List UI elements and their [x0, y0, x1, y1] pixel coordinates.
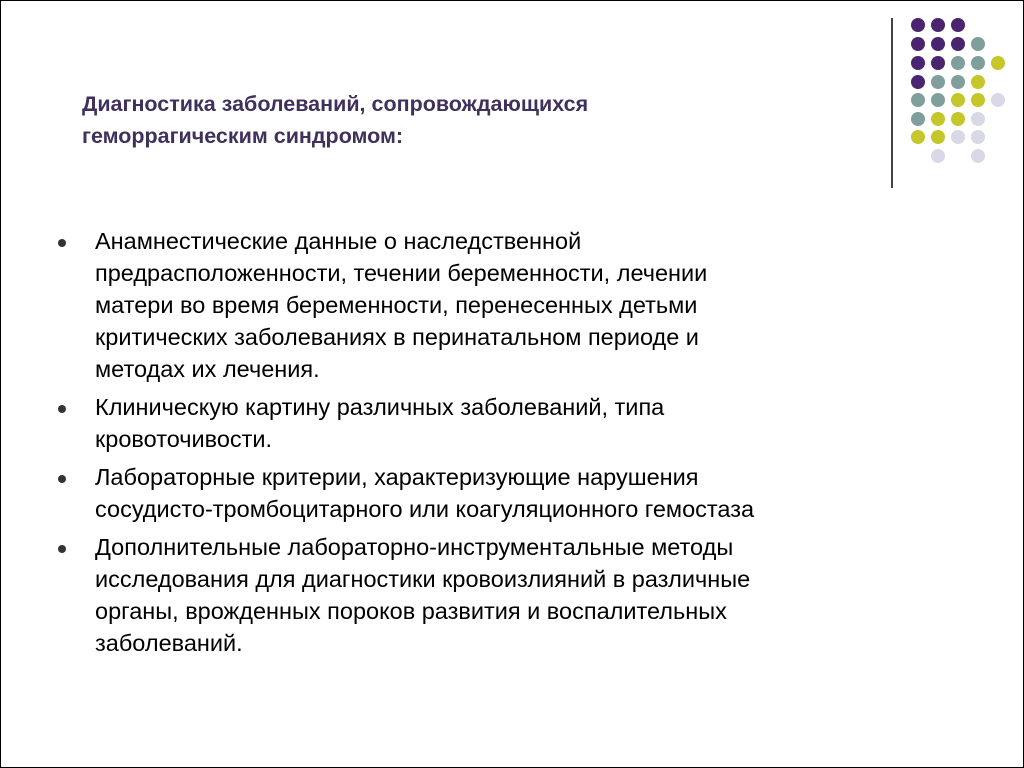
bullet-text: Лабораторные критерии, характеризующие нарушения сосудисто-тромбоцитарного или коагуляционного гемостаза — [95, 464, 755, 522]
bullet-item — [56, 531, 956, 659]
bullet-text: Анамнестические данные о наследственной предрасположенности, течении беременности, лечении матери во время беременности, перенесенных детьми критических заболеваниях в перинатальном периоде и методах их лечения. — [95, 228, 708, 382]
decorative-dot — [951, 56, 965, 70]
bullet-item — [56, 461, 956, 525]
decorative-dot — [971, 93, 985, 107]
decorative-dot — [951, 37, 965, 51]
bullet-dot-icon — [58, 475, 66, 483]
decorative-dot — [951, 112, 965, 126]
decorative-dot — [971, 56, 985, 70]
bullet-list — [56, 225, 956, 665]
decorative-dot — [931, 130, 945, 144]
decorative-dot — [911, 75, 925, 89]
bullet-text: Дополнительные лабораторно-инструментальные методы исследования для диагностики кровоизлияний в различные органы, врожденных пороков развития и воспалительных заболеваний. — [95, 534, 751, 656]
decorative-dot — [951, 130, 965, 144]
bullet-item — [56, 225, 956, 385]
decorative-dot — [931, 18, 945, 32]
slide-title-line-2: геморрагическим синдромом: — [82, 124, 404, 148]
decorative-dot — [911, 93, 925, 107]
bullet-dot-icon — [58, 405, 66, 413]
bullet-dot-icon — [58, 239, 66, 247]
decorative-dot — [911, 130, 925, 144]
decorative-dot — [931, 37, 945, 51]
decorative-dot — [931, 75, 945, 89]
decorative-dot — [971, 112, 985, 126]
decorative-dot — [911, 56, 925, 70]
decorative-dot — [911, 18, 925, 32]
vertical-divider — [891, 18, 893, 188]
decorative-dot — [931, 93, 945, 107]
bullet-text: Клиническую картину различных заболеваний, типа кровоточивости. — [95, 394, 665, 452]
decorative-dot — [931, 56, 945, 70]
decorative-dot — [931, 149, 945, 163]
slide-title — [82, 88, 862, 152]
decorative-dot — [971, 149, 985, 163]
decorative-dot — [931, 112, 945, 126]
decorative-dot — [911, 37, 925, 51]
slide-title-line-1: Диагностика заболеваний, сопровождающихся — [82, 92, 589, 116]
decorative-dot — [991, 56, 1005, 70]
decorative-dot — [971, 37, 985, 51]
bullet-dot-icon — [58, 545, 66, 553]
decorative-dot — [951, 18, 965, 32]
decorative-dot — [911, 112, 925, 126]
bullet-item — [56, 391, 956, 455]
decorative-dot — [951, 75, 965, 89]
decorative-dot — [971, 75, 985, 89]
decorative-dot — [951, 93, 965, 107]
decorative-dot — [991, 93, 1005, 107]
decorative-dot — [971, 130, 985, 144]
